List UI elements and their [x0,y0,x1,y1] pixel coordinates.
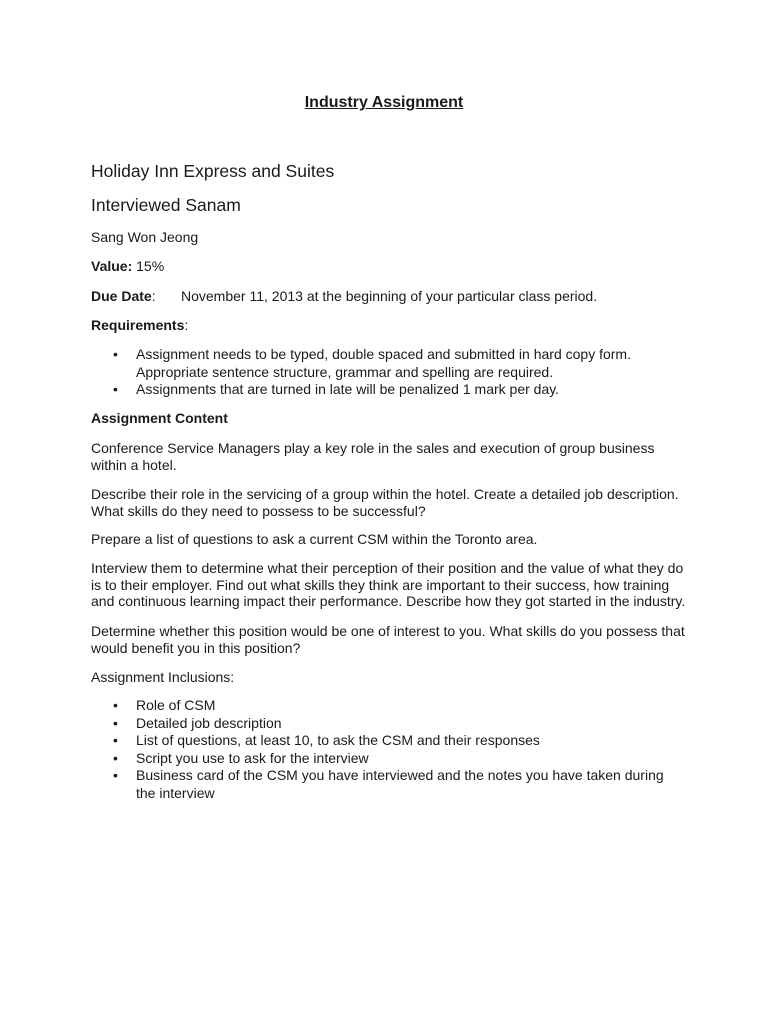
paragraph-line: would benefit you in this position? [91,639,301,656]
bullet-icon: • [113,767,118,783]
bullet-icon: • [113,749,118,766]
value-line [91,258,164,274]
requirements-heading [91,317,188,333]
interviewed-line: Interviewed Sanam [91,195,241,215]
paragraph-line: is to their employer. Find out what skills they think are important to their success, how training [91,576,670,593]
list-item-line: Role of CSM [136,697,216,713]
inclusions-list [91,697,691,802]
paragraph-line: Prepare a list of questions to ask a current CSM within the Toronto area. [91,531,538,547]
assignment-inclusions-heading: Assignment Inclusions: [91,669,235,685]
due-date-line [91,288,691,304]
list-item-line: Assignments that are turned in late will be penalized 1 mark per day. [136,381,560,397]
document-title: Industry Assignment [304,94,464,111]
requirements-list [91,346,691,399]
paragraph-line: Describe their role in the servicing of a group within the hotel. Create a detailed job description. [91,486,679,502]
list-item-line: Assignment needs to be typed, double spaced and submitted in hard copy form. [136,346,631,362]
requirements-label: Requirements [91,317,185,333]
value-label: Value: [91,258,133,274]
bullet-icon: • [113,381,118,397]
paragraph [91,486,691,519]
paragraph-line: Interview them to determine what their perception of their position and the value of what they do [91,560,684,576]
bullet-icon: • [113,714,118,731]
paragraph-line: Conference Service Managers play a key role in the sales and execution of group business [91,440,655,456]
list-item-line: List of questions, at least 10, to ask the CSM and their responses [136,732,540,748]
assignment-content-heading: Assignment Content [91,410,228,426]
requirements-colon: : [184,317,189,333]
bullet-icon: • [113,697,118,713]
bullet-icon: • [113,732,118,748]
due-date-label: Due Date [91,288,152,304]
paragraph [91,623,691,656]
list-item [91,750,691,768]
student-name: Sang Won Jeong [91,229,199,245]
paragraph-line: What skills do they need to possess to be successful? [91,502,426,519]
paragraph-line: Determine whether this position would be one of interest to you. What skills do you possess that [91,623,685,639]
list-item-line: Detailed job description [136,714,282,731]
list-item [91,767,691,802]
paragraph [91,531,691,548]
list-item-line: Script you use to ask for the interview [136,749,369,766]
bullet-icon: • [113,346,118,362]
list-item [91,381,691,399]
paragraph [91,560,691,610]
due-date-colon: : [151,288,156,304]
list-item-line: the interview [136,784,215,801]
paragraph-line: and continuous learning impact their performance. Describe how they got started in the industry. [91,593,686,609]
list-item-line: Business card of the CSM you have interviewed and the notes you have taken during [136,767,664,783]
list-item [91,697,691,715]
value-amount: 15% [136,258,165,274]
due-date-value: November 11, 2013 at the beginning of your particular class period. [181,288,598,304]
list-item [91,715,691,733]
list-item [91,346,691,381]
list-item [91,732,691,750]
hotel-name: Holiday Inn Express and Suites [91,161,335,181]
paragraph-line: within a hotel. [91,456,177,473]
list-item-line: Appropriate sentence structure, grammar and spelling are required. [136,363,554,380]
paragraph [91,440,691,473]
